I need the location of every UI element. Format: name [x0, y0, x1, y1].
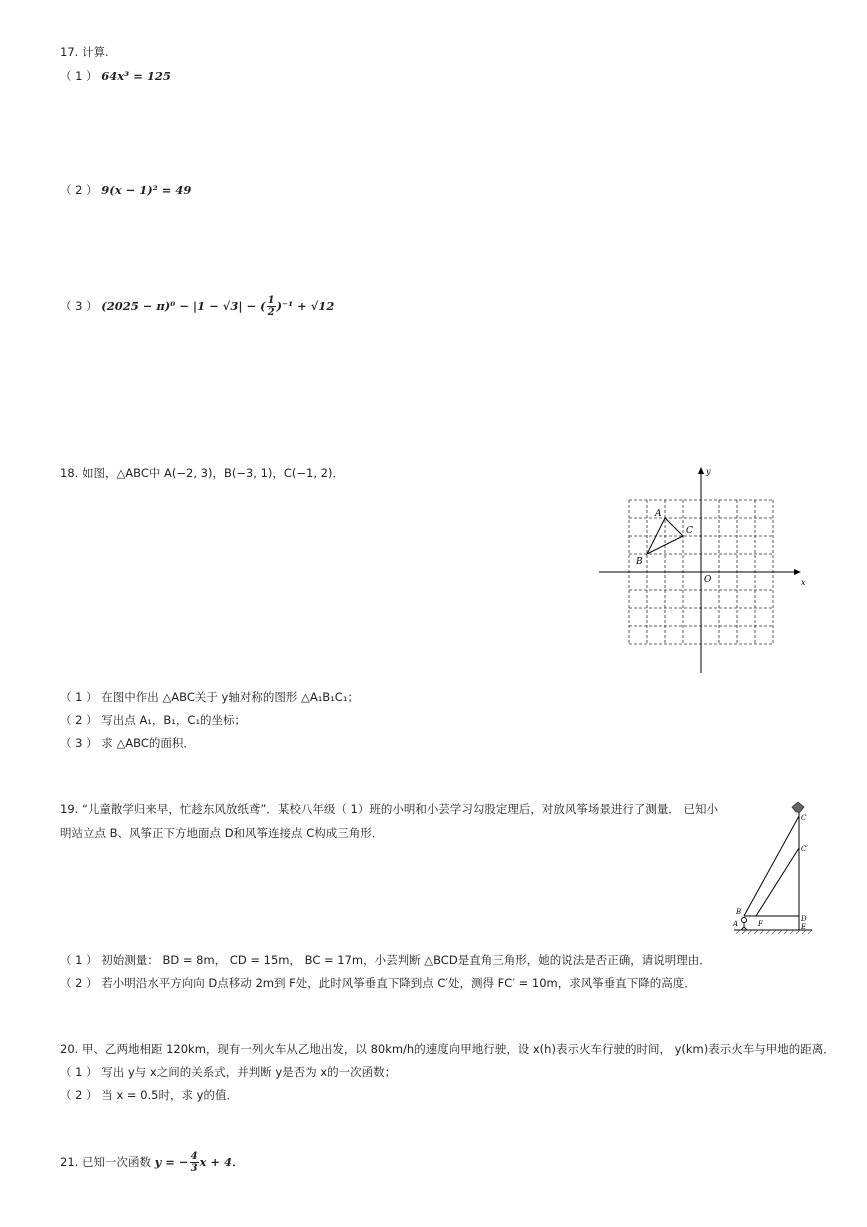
q17-part2-number: （ 2 ）: [60, 183, 98, 197]
origin-label: O: [704, 575, 712, 585]
point-a-label: A: [655, 509, 662, 519]
q17-part3-fraction-numerator: 1: [267, 295, 275, 306]
figure-label-c-prime: C′: [801, 845, 808, 853]
person-icon: [741, 918, 747, 931]
q21-prefix: 21. 已知一次函数: [60, 1155, 155, 1169]
q21-fraction-numerator: 4: [190, 1151, 198, 1162]
kite-icon: [792, 802, 804, 812]
q21-expression-rest: x + 4．: [199, 1155, 244, 1169]
q21-fraction-denominator: 3: [190, 1163, 198, 1174]
q17-part3: [60, 292, 334, 320]
figure-label-c-top: C: [801, 814, 807, 822]
q17-part3-fraction: [267, 295, 276, 318]
q17-part1-expression: 64x³ = 125: [101, 69, 171, 83]
q21-line: [60, 1148, 244, 1176]
q17-part1-number: （ 1 ）: [60, 69, 98, 83]
q18-part2: （ 2 ） 写出点 A₁，B₁，C₁的坐标；: [60, 713, 247, 727]
q17-part1: [60, 68, 171, 84]
q19-line1: 19. “儿童散学归来早，忙趁东风放纸鸢”．某校八年级（ 1）班的小明和小芸学习勾股定理后，对放风筝场景进行了测量． 已知小: [60, 802, 718, 816]
q20-part2: （ 2 ） 当 x = 0.5时，求 y的值．: [60, 1088, 238, 1102]
q20-part1: （ 1 ） 写出 y与 x之间的关系式，并判断 y是否为 x的一次函数；: [60, 1065, 397, 1079]
q17-title: 17. 计算.: [60, 45, 109, 59]
q19-part1: （ 1 ） 初始测量： BD = 8m， CD = 15m， BC = 17m，小芸判断 △BCD是直角三角形，她的说法是否正确，请说明理由．: [60, 953, 711, 967]
q17-part2: [60, 182, 191, 198]
q21-fraction: [190, 1151, 199, 1174]
q18-part1: （ 1 ） 在图中作出 △ABC关于 y轴对称的图形 △A₁B₁C₁；: [60, 690, 359, 704]
q19-line2: 明站立点 B、风筝正下方地面点 D和风筝连接点 C构成三角形．: [60, 826, 384, 840]
q19-part2: （ 2 ） 若小明沿水平方向向 D点移动 2m到 F处，此时风筝垂直下降到点 C′处，测得 FC′ = 10m，求风筝垂直下降的高度．: [60, 976, 696, 990]
q21-expression-y: y = −: [154, 1155, 189, 1169]
q17-part2-expression: 9(x − 1)² = 49: [101, 183, 192, 197]
q18-part3: （ 3 ） 求 △ABC的面积．: [60, 736, 195, 750]
figure-label-f: F: [758, 920, 763, 928]
x-axis-label: x: [801, 578, 806, 587]
point-c-label: C: [686, 526, 693, 536]
figure-label-d: D: [801, 915, 807, 923]
figure-label-b: B: [736, 908, 742, 916]
figure-label-a: A: [733, 920, 739, 928]
q17-part3-fraction-denominator: 2: [267, 307, 275, 318]
q18-title: 18. 如图，△ABC中 A(−2, 3)，B(−3, 1)，C(−1, 2)．: [60, 466, 344, 480]
q18-coordinate-grid: [595, 463, 815, 678]
q17-part3-expression-a: (2025 − π)⁰ − |1 − √3| − (: [101, 299, 266, 313]
x-axis-arrow-icon: [794, 569, 801, 575]
q17-part3-expression-b: )⁻¹ + √12: [276, 299, 335, 313]
y-axis-label: y: [706, 467, 711, 476]
q19-kite-figure: [730, 798, 820, 938]
point-b-label: B: [636, 557, 643, 567]
figure-label-e: E: [801, 923, 807, 931]
y-axis-arrow-icon: [698, 467, 704, 474]
q20-line1: 20. 甲、乙两地相距 120km，现有一列火车从乙地出发，以 80km/h的速度向甲地行驶，设 x(h)表示火车行驶的时间， y(km)表示火车与甲地的距离．: [60, 1042, 835, 1056]
q17-part3-number: （ 3 ）: [60, 299, 98, 313]
line-b-c: [744, 816, 799, 916]
